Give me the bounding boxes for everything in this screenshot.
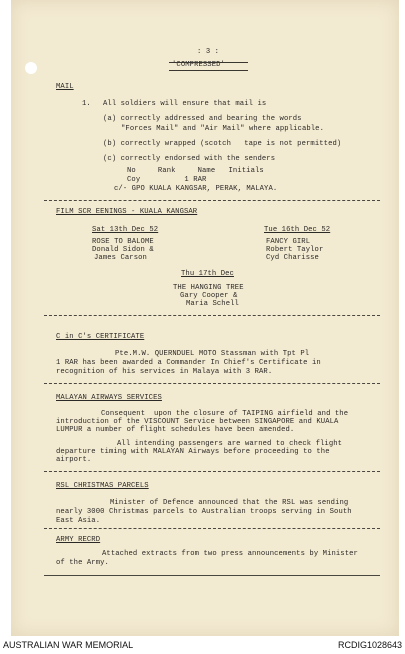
cinc-line-2: 1 RAR has been awarded a Commander In Chief's Certificate in <box>56 359 321 367</box>
airways-para1-line-3: LUMPUR a number of flight schedules have been amended. <box>56 426 295 434</box>
rsl-line-2: nearly 3000 Christmas parcels to Australian troops serving in South <box>56 508 352 516</box>
film-mid-date: Thu 17th Dec <box>181 270 234 278</box>
divider <box>44 528 380 529</box>
mail-heading: MAIL <box>56 83 74 91</box>
film-mid-title: THE HANGING TREE <box>173 284 244 292</box>
archive-name: AUSTRALIAN WAR MEMORIAL <box>3 640 134 650</box>
punch-hole <box>25 62 37 74</box>
mail-item-number: 1. <box>82 100 91 108</box>
airways-para2-line-3: airport. <box>56 456 92 464</box>
mail-address-3: c/- GPO KUALA KANGSAR, PERAK, MALAYA. <box>114 185 278 193</box>
mail-address-2: Coy 1 RAR <box>127 176 207 184</box>
divider <box>44 575 380 576</box>
army-line-2: of the Army. <box>56 559 109 567</box>
airways-heading: MALAYAN AIRWAYS SERVICES <box>56 394 162 402</box>
archive-reference: RCDIG1028643 <box>337 640 402 650</box>
archive-footer <box>0 636 405 654</box>
airways-para2-line-1: All intending passengers are warned to check flight <box>117 440 343 448</box>
heading-strike <box>169 62 248 71</box>
film-left-title: ROSE TO BALOME <box>92 238 154 246</box>
films-heading: FILM SCR EENINGS - KUALA KANGSAR <box>56 208 198 216</box>
film-right-title: FANCY GIRL <box>266 238 311 246</box>
film-mid-cast-2: Maria Schell <box>186 300 239 308</box>
airways-para2-line-2: departure timing with MALAYAN Airways before proceeding to the <box>56 448 330 456</box>
film-right-cast-1: Robert Taylor <box>266 246 324 254</box>
mail-intro: All soldiers will ensure that mail is <box>103 100 267 108</box>
mail-item-a-2: "Forces Mail" and "Air Mail" where applicable. <box>121 125 325 133</box>
page-heading: 'COMPRESSED' <box>172 61 225 69</box>
page-number: : 3 : <box>197 48 220 56</box>
film-right-date: Tue 16th Dec 52 <box>264 226 331 234</box>
mail-item-b: (b) correctly wrapped (scotch tape is not permitted) <box>103 140 342 148</box>
mail-item-a-1: (a) correctly addressed and bearing the words <box>103 115 302 123</box>
rsl-line-1: Minister of Defence announced that the RSL was sending <box>110 499 349 507</box>
cinc-line-1: Pte.M.W. QUERNDUEL MOTO Stassman with Tpt Pl <box>115 350 310 358</box>
film-left-cast-1: Donald Sidon & <box>92 246 154 254</box>
airways-para1-line-1: Consequent upon the closure of TAIPING airfield and the <box>101 410 349 418</box>
film-mid-cast-1: Gary Cooper & <box>180 292 238 300</box>
airways-para1-line-2: introduction of the VISCOUNT Service between SINGAPORE and KUALA <box>56 418 339 426</box>
cinc-heading: C in C's CERTIFICATE <box>56 333 145 341</box>
film-left-date: Sat 13th Dec 52 <box>92 226 159 234</box>
divider <box>44 315 380 316</box>
divider <box>44 200 380 201</box>
army-line-1: Attached extracts from two press announcements by Minister <box>102 550 358 558</box>
film-right-cast-2: Cyd Charisse <box>266 254 319 262</box>
divider <box>44 471 380 472</box>
mail-item-c: (c) correctly endorsed with the senders <box>103 155 276 163</box>
divider <box>44 383 380 384</box>
mail-address-1: No Rank Name Initials <box>127 167 264 175</box>
rsl-line-3: East Asia. <box>56 517 101 525</box>
rsl-heading: RSL CHRISTMAS PARCELS <box>56 482 149 490</box>
cinc-line-3: recognition of his services in Malaya with 3 RAR. <box>56 368 273 376</box>
army-heading: ARMY RECRD <box>56 536 101 544</box>
film-left-cast-2: James Carson <box>94 254 147 262</box>
